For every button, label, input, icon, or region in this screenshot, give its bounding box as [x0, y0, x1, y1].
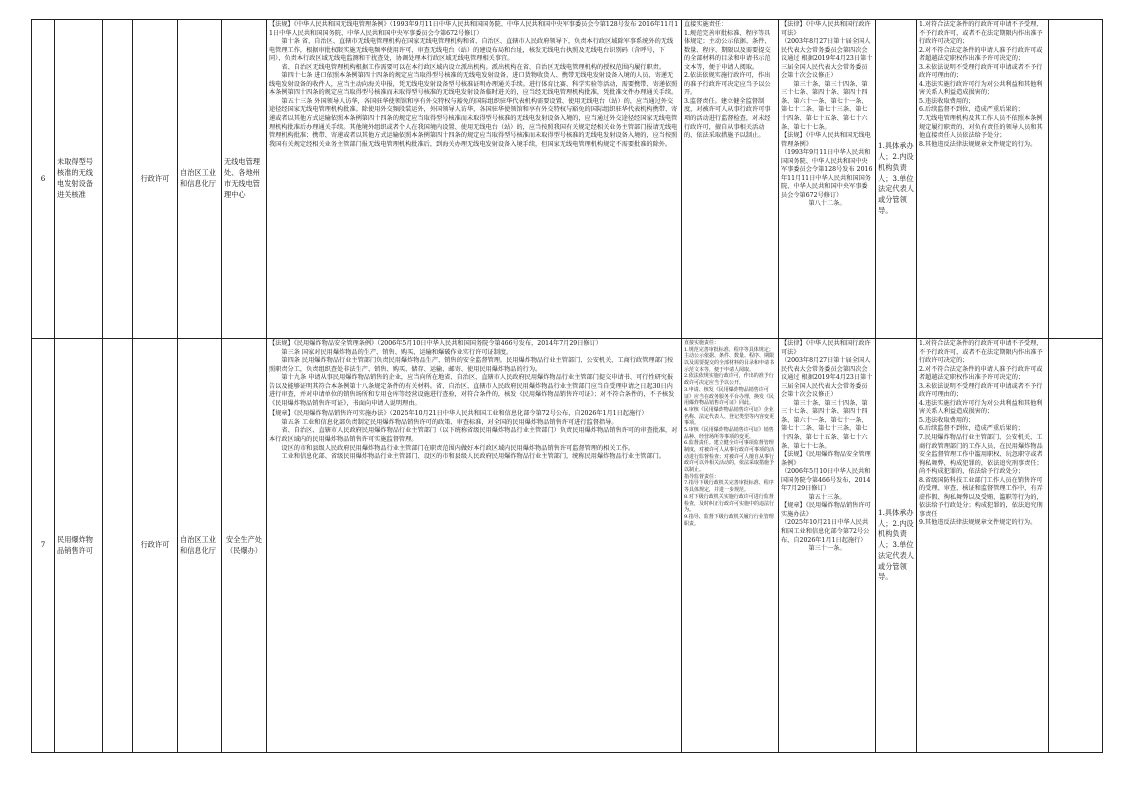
law-item: 第五十三条。 [808, 493, 846, 501]
responsible-subject: 1.具体承办人；2.内设机构负责人；3.单位法定代表人或分管领导。 [876, 339, 917, 753]
situation-item: 7.民用爆炸物品行业主管部门、公安机关、工商行政管理部门的工作人员，在民用爆炸物品安全监督管理工作中滥用职权、玩忽职守或者徇私舞弊，构成犯罪的，依法追究刑事责任；尚不构成犯罪的，依法给予行政处分； [919, 434, 1043, 476]
situation-item: 7.无线电管理机构及其工作人员不依照本条例规定履行职责的，对负有责任的领导人员和其他直接责任人员依法给予处分； [919, 115, 1043, 140]
duty-item: 3.申请、核发《民用爆炸物品销售许可证》应当在政务服务平台办理，换发《民用爆炸物品销售许可证》同此。 [684, 386, 775, 407]
responsibility-items [682, 20, 779, 339]
legal-basis [267, 20, 682, 339]
situation-item: 3.未依法说明不受理行政许可申请或者不予行政许可理由的； [919, 63, 1043, 80]
duty-item: 6.监督责任。建立健全许可事项监督管理制度，对被许可人从事行政许可事项的活动进行监督检查；对被许可人擅自从事行政许可以外相关活动的，依法采取措施予以制止。 [684, 440, 775, 474]
duty-item: 4.审核《民用爆炸物品销售许可证》企业名称、法定代表人、登记类型等内容变更事项。 [684, 406, 775, 427]
power-type: 行政许可 [133, 20, 178, 339]
duty-item: 3.监督责任。建立健全监督制度，对被许可人从事行政许可事项的活动进行监督检查，对未经行政许可，擅自从事相关活动的，依法采取措施予以制止。 [684, 97, 771, 140]
situation-item: 5.违法收取费用的； [919, 97, 975, 105]
situation-item: 4.违法实施行政许可行为对公共利益和其他利害关系人利益造成损害的； [919, 80, 1043, 97]
law-item: 【规章】《民用爆炸物品销售许可实施办法》 [781, 502, 871, 518]
law-item: 第三十一条。 [808, 545, 846, 553]
power-responsibility-table [31, 19, 1103, 753]
basis-article: 第十九条 申请从事民用爆炸物品销售的企业，应当向所在地省、自治区、直辖市人民政府民用爆炸物品行业主管部门提交申请书、可行性研究报告以及能够证明其符合本条例第十八条规定条件的有关材料。省、自治区、直辖市人民政府民用爆炸物品行业主管部门应当自受理申请之日起30日内进行审查，并对申请单位的销售场所和专用仓库等经营设施进行查验，对符合条件的，核发《民用爆炸物品销售许可证》；对不符合条件的，不予核发《民用爆炸物品销售许可证》，书面向申请人说明理由。 [269, 374, 675, 407]
law-item: （2025年10月21日中华人民共和国工业和信息化部令第72号公布，自2026年1月1日起施行） [781, 519, 870, 544]
power-type: 行政许可 [133, 339, 178, 753]
law-item: （2006年5月10日中华人民共和国国务院令第466号发布，2014年7月29日修订） [781, 468, 871, 493]
implementing-unit: 安全生产处（民爆办） [222, 339, 267, 753]
duty-item: 2.依法依规实施行政许可，作出的准予行政许可决定应当予以公开。 [684, 373, 774, 387]
duty-item: 1.规范完善审批标准、程序等具体规定；主动公示依据、条件、数量、程序、期限以及需要提交的全部材料的目录和申请书示范文本等，便于申请人阅取。 [684, 29, 771, 71]
table-row [32, 339, 1103, 753]
responsible-subject: 1.具体承办人；2.内设机构负责人；3.单位法定代表人或分管领导。 [876, 20, 917, 339]
basis-article: 第十条 省、自治区、直辖市无线电管理机构在国家无线电管理机构和省、自治区、直辖市人民政府领导下，负责本行政区域除军事系统外的无线电管理工作，根据审批权限实施无线电频率使用许可，审查无线电台（站）的建设布局和台址，核发无线电台执照及无线电台识别码（含呼号，下同），负责本行政区域无线电监测和干扰查处，协调处理本行政区域无线电管理相关事宜。 [269, 38, 674, 63]
law-item: （2003年8月27日第十届全国人民代表大会常务委员会第四次会议通过 根据2019年4月23日第十三届全国人民代表大会常务委员会第十次会议修正） [781, 38, 873, 80]
law-item: 【法律】《中华人民共和国行政许可法》 [781, 340, 871, 356]
duty-item: 1.规范完善审批标准、程序等具体规定；主动公示依据、条件、数量、程序、期限以及需要提交的全部材料的目录和申请书示范文本等，便于申请人阅取。 [684, 346, 775, 373]
duty-item: 直接实施责任： [684, 340, 720, 346]
basis-article: 工业和信息化部、省级民用爆炸物品行业主管部门、设区的市和县级人民政府民用爆炸物品行业主管部门，统称民用爆炸物品行业主管部门。 [281, 453, 666, 461]
situation-item: 3.未依法说明不受理行政许可申请或者不予行政许可理由的； [919, 382, 1043, 399]
situation-item: 8.其他违反法律法规规章文件规定的行为。 [919, 140, 1037, 148]
basis-article: 第五条 工业和信息化部负责制定民用爆炸物品销售许可的政策、审查标准，对全国的民用爆炸物品销售许可进行监督指导。 [281, 418, 618, 426]
row-number: 6 [32, 20, 55, 339]
basis-article: 省、自治区无线电管理机构根据工作需要可以在本行政区域内设立派出机构。派出机构在省、自治区无线电管理机构的授权范围内履行职责。 [281, 63, 666, 71]
duty-item: 9.指导、监督下级行政机关履行行业管理职责。 [684, 513, 774, 527]
basis-source: 【法规】《中华人民共和国无线电管理条例》（1993年9月11日中华人民共和国国务院、中华人民共和国中央军事委员会令第128号发布 2016年11月11日中华人民共和国国务院、中华人民共和国中央军事委员会令第672号修订） [269, 21, 679, 37]
situation-item: 2.对不符合法定条件的申请人准予行政许可或者超越法定职权作出准予许可决定的； [919, 365, 1043, 382]
item-name: 未取得型号核准的无线电发射设备进关核准 [55, 20, 103, 339]
item-name: 民用爆炸物品销售许可 [55, 339, 103, 753]
law-item: （1993年9月11日中华人民共和国国务院、中华人民共和国中央军事委员会令第128号发布 2016年11月11日中华人民共和国国务院、中华人民共和国中央军事委员会令第672号修订） [781, 149, 873, 199]
duty-item: 指导监督责任： [684, 473, 720, 480]
basis-article: 第五十三条 外国领导人访华，各国驻华使领馆和享有外交特权与豁免的国际组织驻华代表机构需要设置、使用无线电台（站）的，应当通过外交途径经国家无线电管理机构批准。除使用外交频段装运外，外国领导人访华，各国驻华使领馆和享有外交特权与豁免的国际组织驻华代表机构携带、寄递或者以其他方式运输依照本条例第四十四条的规定应当取得型号核准而未取得型号核准的无线电发射设备入境的，应当通过外交途径经国家无线电管理机构批准后办理通关手续。其他境外组织或者个人在我国境内设置、使用无线电台（站）的，应当按照我国有关规定经相关业务主管部门报请无线电管理机构批准；携带、寄递或者以其他方式运输依照本条例第四十四条的规定应当取得型号核准而未取得型号核准的无线电发射设备入境的，应当按照我国有关规定经相关业务主管部门报无线电管理机构批准后，到海关办理无线电发射设备入境手续，但国家无线电管理机构规定不需要批准的除外。 [269, 97, 678, 148]
blank-cell [103, 20, 133, 339]
situation-item: 6.后续监督不到位，造成严重后果的； [919, 106, 1024, 114]
situation-item: 5.违法收取费用的； [919, 416, 975, 424]
situation-item: 9.其他违反法律法规规章文件规定的行为。 [919, 519, 1037, 527]
basis-article: 第四条 民用爆炸物品行业主管部门负责民用爆炸物品生产、销售的安全监督管理。民用爆炸物品行业主管部门、公安机关、工商行政管理部门按照职责分工，负责组织查处非法生产、销售、购买、储存、运输、邮寄、使用民用爆炸物品的行为。 [269, 357, 674, 373]
situation-item: 1.对符合法定条件的行政许可申请不予受理、不予行政许可，或者不在法定期限内作出准予行政许可决定的； [919, 340, 1043, 365]
situation-item: 2.对不符合法定条件的申请人准予行政许可或者超越法定职权作出准予许可决定的； [919, 46, 1043, 63]
basis-article: 设区的市和县级人民政府民用爆炸物品行业主管部门在职责范围内做好本行政区域内民用爆炸物品销售许可监督管理的相关工作。 [281, 444, 635, 452]
row-number: 7 [32, 339, 55, 753]
department: 自治区工业和信息化厅 [178, 339, 222, 753]
remark-cell [1049, 20, 1103, 339]
basis-source: 【法规】《民用爆炸物品安全管理条例》（2006年5月10日中华人民共和国国务院令第466号发布，2014年7月29日修订） [269, 340, 602, 347]
law-item: 第八十二条。 [808, 200, 846, 208]
law-item: 第三十条、第三十四条、第三十七条、第四十条、第四十四条、第六十一条、第七十一条、第七十二条、第七十三条、第七十四条、第七十五条、第七十六条、第七十七条。 [781, 399, 868, 450]
duty-item: 5.审核《民用爆炸物品销售许可证》销售品种、经营场所等事项的变更。 [684, 426, 774, 440]
law-item: （2003年8月27日第十届全国人民代表大会常务委员会第四次会议通过 根据2019年4月23日第十三届全国人民代表大会常务委员会第十次会议修正） [781, 357, 873, 399]
blank-cell [103, 339, 133, 753]
basis-article: 第四十七条 进口依照本条例第四十四条的规定应当取得型号核准的无线电发射设备，进口货物收货人、携带无线电发射设备入境的人员、寄递无线电发射设备的收件人，应当主动向海关申报，凭无线电发射设备型号核准证明办理通关手续。进行体育比赛、科学实验等活动，需要携带、寄递依照本条例第四十四条的规定应当取得型号核准而未取得型号核准的无线电发射设备临时进关的，应当经无线电管理机构批准，凭批准文件办理通关手续。 [269, 72, 678, 97]
situation-item: 8.省级国防科技工业部门工作人员在销售许可的受理、审查、核证和监督管理工作中，有弄虚作假、徇私舞弊以及受贿、滥职等行为的，依法给予行政处分；构成犯罪的，依法追究刑事责任 [919, 476, 1043, 518]
accountability-situations [917, 20, 1049, 339]
department: 自治区工业和信息化厅 [178, 20, 222, 339]
basis-source: 【规章】《民用爆炸物品销售许可实施办法》（2025年10月21日中华人民共和国工业和信息化部令第72号公布，自2026年1月1日起施行） [269, 410, 648, 418]
responsibility-items [682, 339, 779, 753]
accountability-basis [779, 20, 876, 339]
accountability-basis [779, 339, 876, 753]
duty-item: 7.指导下级行政机关完善审批标准、程序等具体规定，并进一步规范。 [684, 480, 774, 494]
legal-basis [267, 339, 682, 753]
remark-cell [1049, 339, 1103, 753]
situation-item: 1.对符合法定条件的行政许可申请不予受理、不予行政许可，或者不在法定期限内作出准予行政许可决定的； [919, 21, 1043, 46]
duty-item: 直接实施责任： [684, 21, 728, 28]
table-row [32, 20, 1103, 339]
duty-item: 8.对下级行政机关实施行政许可进行监督检查，及时纠正行政许可实施中的违法行为。 [684, 493, 775, 514]
law-item: 【法规】《中华人民共和国无线电管理条例》 [781, 132, 871, 148]
basis-article: 第三条 国家对民用爆炸物品的生产、销售、购买、运输和爆破作业实行许可证制度。 [281, 348, 513, 356]
law-item: 第三十条、第三十四条、第三十七条、第四十条、第四十四条、第六十一条、第七十一条、第七十二条、第七十三条、第七十四条、第七十五条、第七十六条、第七十七条。 [781, 80, 868, 131]
power-list-table-page [31, 19, 1102, 753]
situation-item: 6.后续监督不到位，造成严重后果的； [919, 425, 1024, 433]
law-item: 【法律】《中华人民共和国行政许可法》 [781, 21, 871, 37]
implementing-unit: 无线电管理处、各地州市无线电管理中心 [222, 20, 267, 339]
situation-item: 4.违法实施行政许可行为对公共利益和其他利害关系人利益造成损害的； [919, 399, 1043, 416]
basis-article: 省、自治区、直辖市人民政府民用爆炸物品行业主管部门（以下统称省级民用爆炸物品行业主管部门）负责民用爆炸物品销售许可的审查批准，对本行政区域内的民用爆炸物品销售许可实施监督管理。 [269, 427, 678, 444]
accountability-situations [917, 339, 1049, 753]
duty-item: 2.依法依规实施行政许可，作出的准予行政许可决定应当予以公开。 [684, 72, 771, 97]
law-item: 【法规】《民用爆炸物品安全管理条例》 [781, 451, 871, 467]
